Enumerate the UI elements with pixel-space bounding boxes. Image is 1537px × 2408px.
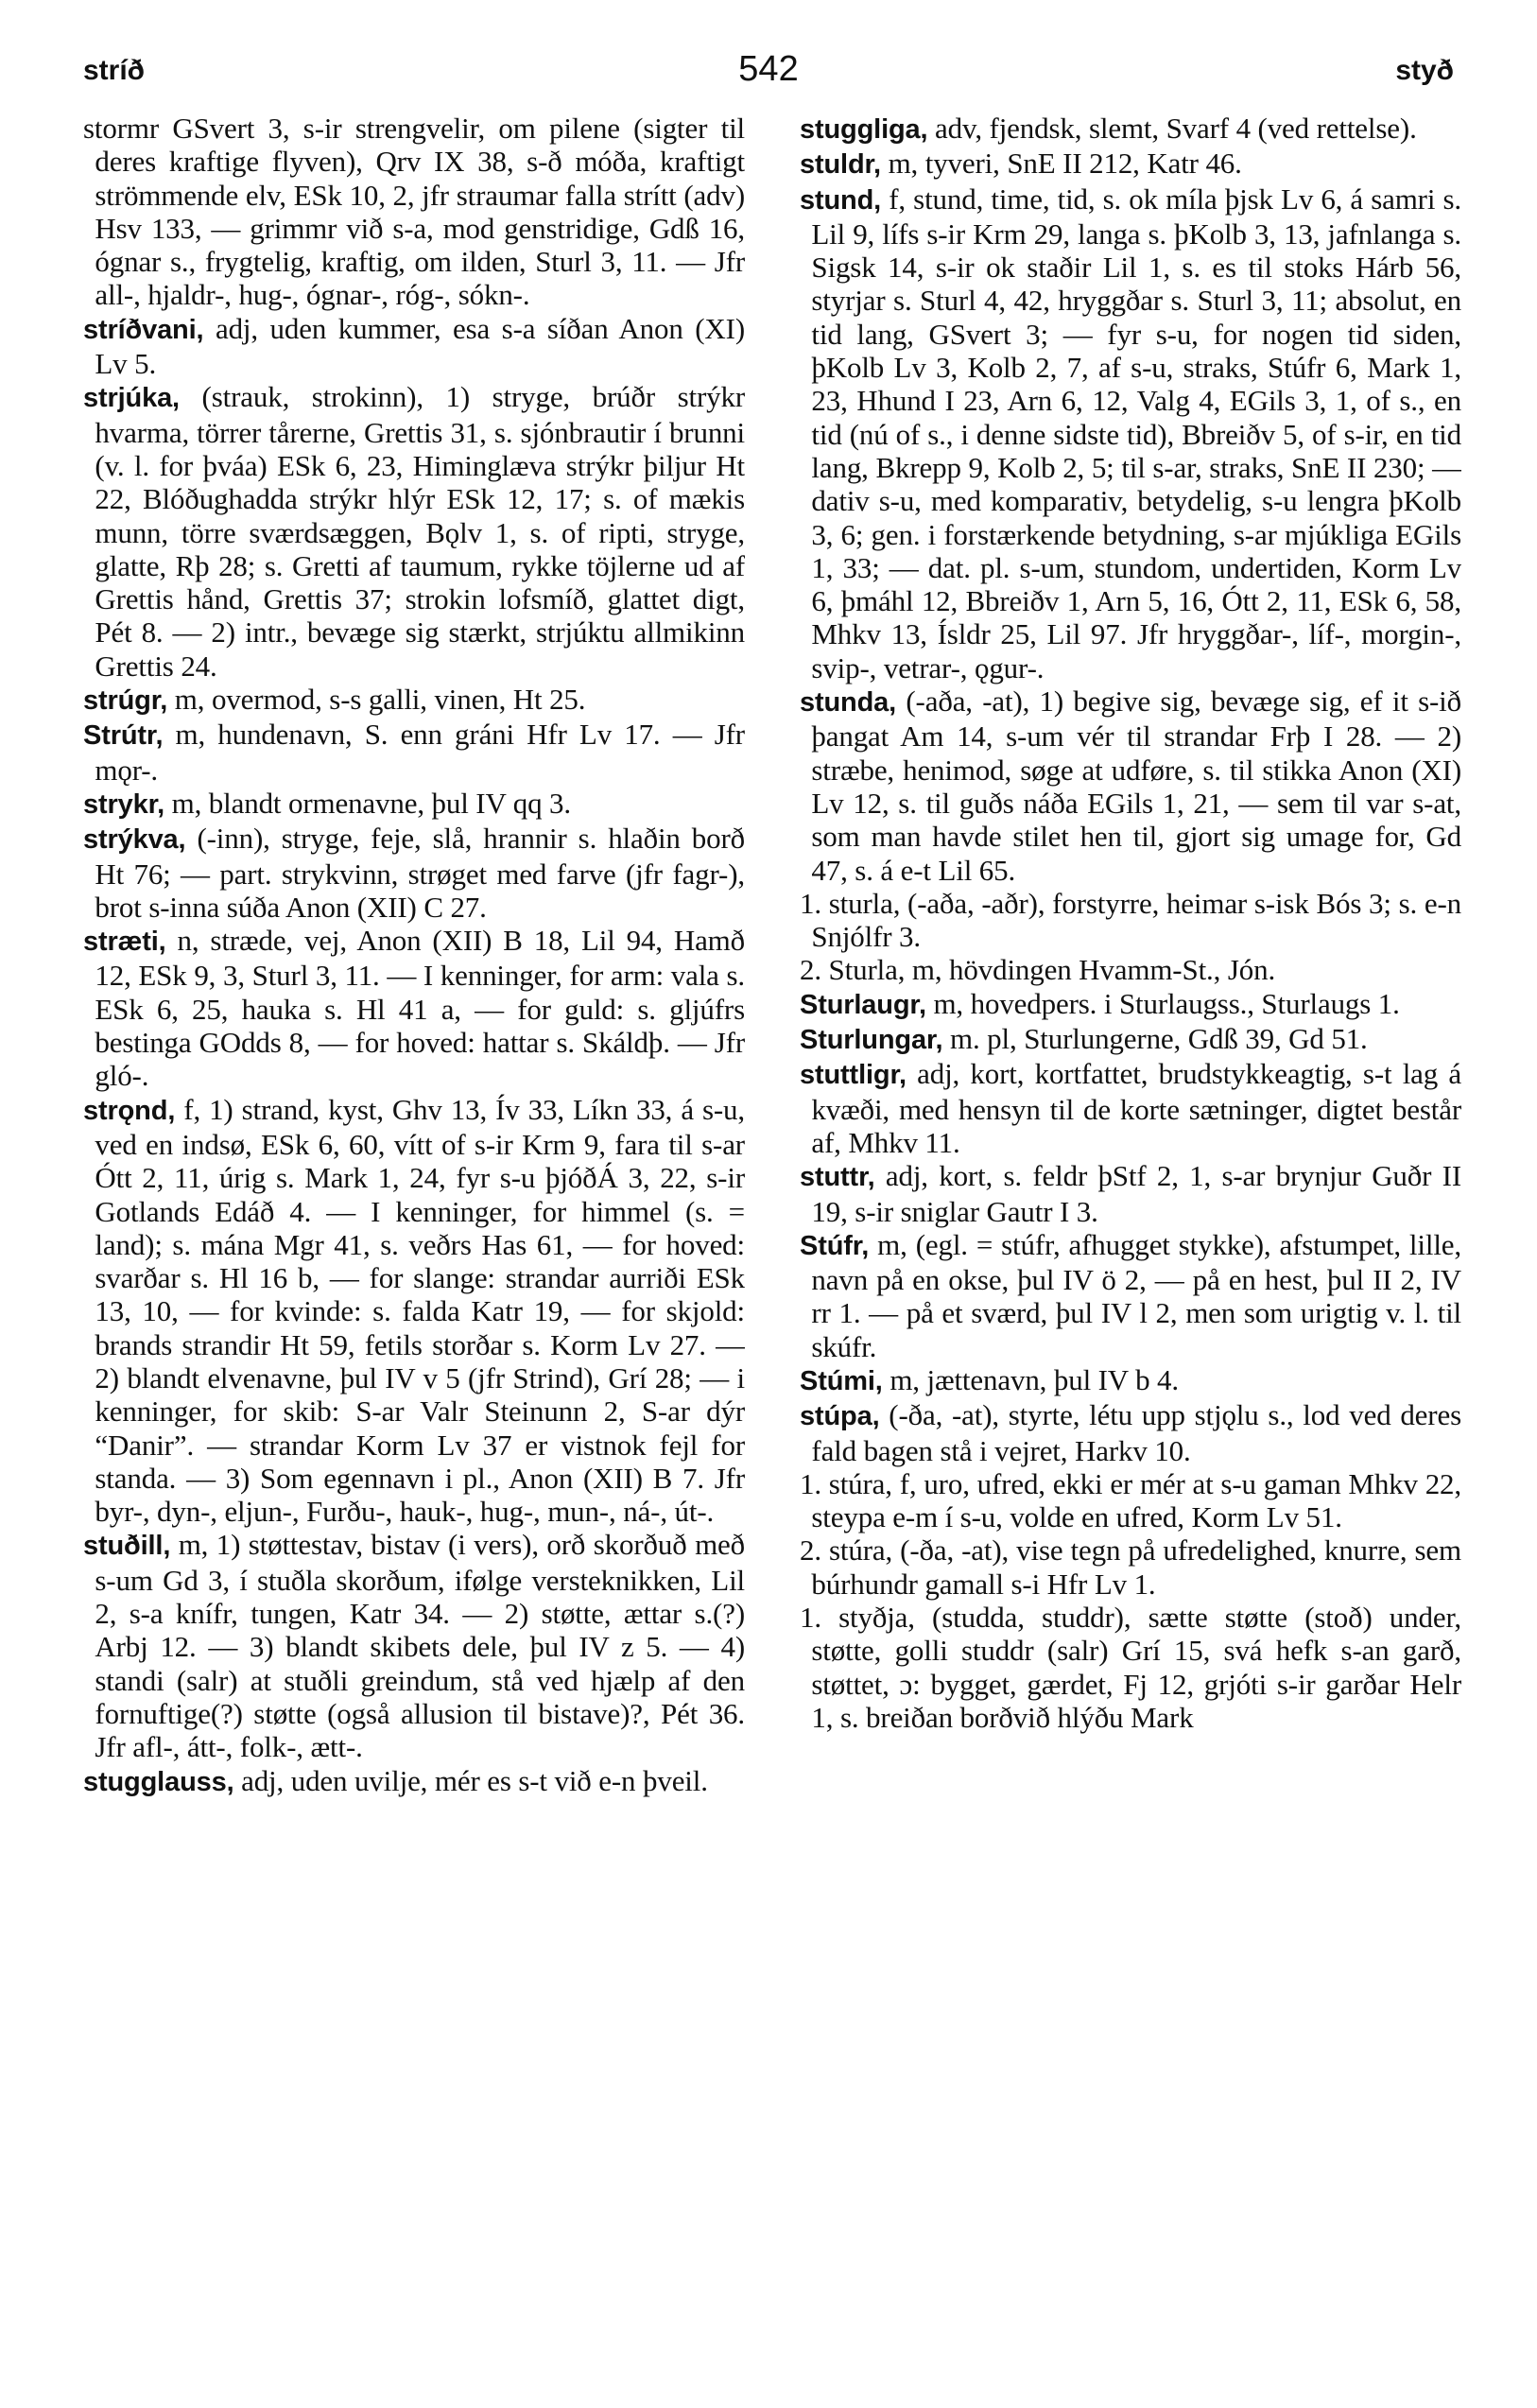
entry-headword: strykr, xyxy=(83,788,165,820)
entry-headword: stuttligr, xyxy=(800,1060,907,1091)
entry-headword: strǫnd, xyxy=(83,1095,176,1126)
entry-headword: stund, xyxy=(800,184,882,216)
dictionary-entry xyxy=(800,1228,1461,1363)
entry-headword: Sturlaugr, xyxy=(800,989,926,1020)
dictionary-entry xyxy=(83,1764,745,1799)
entry-definition: 1. stúra, f, uro, ufred, ekki er mér at s-u gaman Mhkv 22, steypa e-m í s-u, volde en ufred, Korm Lv 51. xyxy=(800,1466,1461,1534)
entry-definition: 2. stúra, (-ða, -at), vise tegn på ufredelighed, knurre, sem búrhundr gamall s-i Hfr Lv 1. xyxy=(800,1533,1461,1601)
dictionary-entry xyxy=(800,1057,1461,1159)
entry-definition: adj, uden kummer, esa s-a síðan Anon (XI) Lv 5. xyxy=(95,311,745,381)
entry-headword: strýkva, xyxy=(83,824,186,856)
dictionary-entry xyxy=(800,953,1461,986)
entry-definition: 1. sturla, (-aða, -aðr), forstyrre, heimar s-isk Bós 3; s. e-n Snjólfr 3. xyxy=(800,886,1461,954)
entry-definition: (strauk, strokinn), 1) stryge, brúðr strýkr hvarma, törrer tårerne, Grettis 31, s. sjónbrautir í brunni (v. l. for þváa) ESk 6, 23, Himinglæva strýkr þiljur Ht 22, Blóðughadda strýkr hlýr ESk 12, 17; s. of mækis munn, törre sværdsæggen, Bǫlv 1, s. of ripti, stryge, glatte, Rþ 28; s. Gretti af taumum, rykke töjlerne ud af Grettis hånd, Grettis 37; strokin lofsmíð, glattet digt, Pét 8. — 2) intr., bevæge sig stærkt, strjúktu allmikinn Grettis 24. xyxy=(95,380,745,683)
entry-definition: adj, kort, s. feldr þStf 2, 1, s-ar brynjur Guðr II 19, s-ir sniglar Gautr I 3. xyxy=(811,1159,1461,1228)
entry-definition: m, hundenavn, S. enn gráni Hfr Lv 17. — Jfr mǫr-. xyxy=(95,718,745,787)
entry-definition: f, stund, time, tid, s. ok míla þjsk Lv 6, á samri s. Lil 9, lífs s-ir Krm 29, langa s. þKolb 3, 13, jafnlanga s. Sigsk 14, s-ir ok staðir Lil 1, s. es til stoks Hárb 56, styrjar s. Sturl 4, 42, hryggðar s. Sturl 3, 11; absolut, en tid lang, GSvert 3; — fyr s-u, for nogen tid siden, þKolb Lv 3, Kolb 2, 7, af s-u, straks, Stúfr 6, Mark 1, 23, Hhund I 23, Arn 6, 12, Valg 4, EGils 3, 1, of s., en tid (nú of s., i denne sidste tid), Bbreiðv 5, of s-ir, en tid lang, Bkrepp 9, Kolb 2, 5; til s-ar, straks, SnE II 230; — dativ s-u, med komparativ, betydelig, s-u lengra þKolb 3, 6; gen. i forstærkende betydning, s-ar mjúkliga EGils 1, 33; — dat. pl. s-um, stundom, undertiden, Korm Lv 6, þmáhl 12, Bbreiðv 1, Arn 5, 16, Ótt 2, 11, ESk 6, 58, Mhkv 13, Ísldr 25, Lil 97. Jfr hryggðar-, líf-, morgin-, svip-, vetrar-, ǫgur-. xyxy=(811,182,1461,684)
dictionary-entry xyxy=(800,1363,1461,1398)
entry-definition: m. pl, Sturlungerne, Gdß 39, Gd 51. xyxy=(942,1022,1368,1056)
entry-definition: (-inn), stryge, feje, slå, hrannir s. hlaðin borð Ht 76; — part. strykvinn, strøget med farve (jfr fagr-), brot s-inna súða Anon (XII) C 27. xyxy=(95,822,745,924)
entry-headword: stríðvani, xyxy=(83,314,204,345)
running-head xyxy=(83,49,1454,96)
entry-headword: stunda, xyxy=(800,687,897,719)
dictionary-entry xyxy=(800,1022,1461,1057)
entry-headword: stuldr, xyxy=(800,149,881,181)
entry-definition: m, blandt ormenavne, þul IV qq 3. xyxy=(164,786,572,820)
entry-definition: m, overmod, s-s galli, vinen, Ht 25. xyxy=(167,683,586,717)
dictionary-entry xyxy=(800,182,1461,684)
entry-definition: m, 1) støttestav, bistav (i vers), orð skorðuð með s-um Gd 3, í stuðla skorðum, ifølge versteknikken, Lil 2, s-a knífr, tungen, Katr 34. — 2) støtte, ættar s.(?) Arbj 12. — 3) blandt skibets dele, þul IV z 5. — 4) standi (salr) at stuðli greindum, stå ved hjælp af den fornuftige(?) støtte (også allusion til bistave)?, Pét 36. Jfr afl-, átt-, folk-, ætt-. xyxy=(95,1528,745,1764)
running-head-right-guide-word: styð xyxy=(1395,55,1454,86)
dictionary-entry xyxy=(800,1533,1461,1601)
entry-headword: Stúfr, xyxy=(800,1230,870,1261)
entry-definition: f, 1) strand, kyst, Ghv 13, Ív 33, Líkn 33, á s-u, ved en indsø, ESk 6, 60, vítt of s-ir Krm 9, fara til s-ar Ótt 2, 11, úrig s. Mark 1, 24, fyr s-u þjóðÁ 3, 22, s-ir Gotlands Edáð 4. — I kenninger, for himmel (s. = land); s. mána Mgr 41, s. veðrs Has 61, — for hoved: svarðar s. Hl 16 b, — for slange: strandar aurriði ESk 13, 10, — for kvinde: s. falda Katr 19, — for skjold: brands strandir Ht 59, fetils storðar s. Korm Lv 27. — 2) blandt elvenavne, þul IV v 5 (jfr Strind), Grí 28; — i kenninger, for skib: S-ar Valr Steinunn 2, S-ar dýr “Danir”. — strandar Korm Lv 37 er vistnok fejl for standa. — 3) Som egennavn i pl., Anon (XII) B 7. Jfr byr-, dyn-, eljun-, Furðu-, hauk-, hug-, mun-, ná-, út-. xyxy=(95,1092,745,1529)
dictionary-entry xyxy=(800,1601,1461,1734)
entry-definition: m, tyveri, SnE II 212, Katr 46. xyxy=(880,147,1242,181)
text-columns xyxy=(83,112,1461,2362)
dictionary-entry xyxy=(800,112,1461,147)
running-head-left-guide-word: stríð xyxy=(83,55,146,86)
entry-headword: stuttr, xyxy=(800,1162,875,1193)
dictionary-entry xyxy=(800,987,1461,1022)
entry-headword: stugglauss, xyxy=(83,1766,234,1797)
entry-definition: m, jættenavn, þul IV b 4. xyxy=(882,1362,1179,1396)
entry-definition: stormr GSvert 3, s-ir strengvelir, om pilene (sigter til deres kraftige flyven), Qrv IX 38, s-ð móða, kraftigt strömmende elv, ESk 10, 2, jfr straumar falla strítt (adv) Hsv 133, — grimmr við s-a, mod genstridige, Gdß 16, ógnar s., frygtelig, kraftig, om ilden, Sturl 3, 11. — Jfr all-, hjaldr-, hug-, ógnar-, róg-, sókn-. xyxy=(83,112,745,312)
left-column xyxy=(83,112,745,2362)
dictionary-entry xyxy=(83,822,745,924)
page-number: 542 xyxy=(738,49,799,89)
dictionary-entry xyxy=(83,787,745,822)
dictionary-entry xyxy=(800,887,1461,954)
entry-headword: Stúmi, xyxy=(800,1365,883,1396)
entry-definition: adv, fjendsk, slemt, Svarf 4 (ved rettelse). xyxy=(927,112,1417,145)
dictionary-entry xyxy=(83,380,745,683)
entry-headword: stuggliga, xyxy=(800,114,928,145)
entry-definition: adj, kort, kortfattet, brudstykkeagtig, s-t lag á kvæði, med hensyn til de korte sætninger, digtet består af, Mhkv 11. xyxy=(811,1057,1461,1159)
dictionary-entry xyxy=(83,683,745,718)
entry-headword: stræti, xyxy=(83,927,166,958)
entry-definition: (-aða, -at), 1) begive sig, bevæge sig, ef it s-ið þangat Am 14, s-um vér til strandar Frþ I 28. — 2) stræbe, henimod, søge at udføre, s. til stikka Anon (XI) Lv 12, s. til guðs náða EGils 1, 21, — sem til var s-at, som man havde stilet hen til, gjort sig umage for, Gd 47, s. á e-t Lil 65. xyxy=(811,684,1461,887)
dictionary-entry xyxy=(800,684,1461,887)
dictionary-entry xyxy=(83,718,745,787)
dictionary-entry xyxy=(83,924,745,1092)
entry-definition: adj, uden uvilje, mér es s-t við e-n þveil. xyxy=(233,1763,708,1797)
entry-headword: strjúka, xyxy=(83,383,180,414)
entry-headword: Sturlungar, xyxy=(800,1025,943,1056)
entry-headword: stúpa, xyxy=(800,1401,880,1432)
entry-definition: (-ða, -at), styrte, létu upp stjǫlu s., lod ved deres fald bagen stå i vejret, Harkv 10. xyxy=(811,1398,1461,1467)
dictionary-entry xyxy=(83,112,745,312)
entry-definition: 2. Sturla, m, hövdingen Hvamm-St., Jón. xyxy=(800,953,1276,987)
dictionary-entry xyxy=(83,1093,745,1529)
dictionary-entry xyxy=(800,147,1461,182)
dictionary-entry xyxy=(83,1528,745,1763)
dictionary-entry xyxy=(800,1159,1461,1228)
entry-headword: strúgr, xyxy=(83,685,168,717)
entry-definition: 1. styðja, (studda, studdr), sætte støtte (stoð) under, støtte, golli studdr (salr) Grí 15, svá hefk s-an garð, støttet, ɔ: bygget, gærdet, Fj 12, grjóti s-ir garðar Helr 1, s. breiðan borðvið hlýðu Mark xyxy=(800,1601,1461,1734)
dictionary-entry xyxy=(800,1398,1461,1467)
right-column xyxy=(800,112,1461,2362)
dictionary-entry xyxy=(83,312,745,381)
dictionary-entry xyxy=(800,1467,1461,1534)
entry-headword: stuðill, xyxy=(83,1531,171,1562)
entry-definition: n, stræde, vej, Anon (XII) B 18, Lil 94, Hamð 12, ESk 9, 3, Sturl 3, 11. — I kenninger, for arm: vala s. ESk 6, 25, hauka s. Hl 41 a, — for guld: s. gljúfrs bestinga GOdds 8, — for hoved: hattar s. Skáldþ. — Jfr gló-. xyxy=(95,924,745,1093)
entry-definition: m, (egl. = stúfr, afhugget stykke), afstumpet, lille, navn på en okse, þul IV ö 2, — på en hest, þul II 2, IV rr 1. — på et sværd, þul IV l 2, men som urigtig v. l. til skúfr. xyxy=(811,1227,1461,1363)
entry-definition: m, hovedpers. i Sturlaugss., Sturlaugs 1. xyxy=(925,986,1400,1020)
entry-headword: Strútr, xyxy=(83,720,164,752)
